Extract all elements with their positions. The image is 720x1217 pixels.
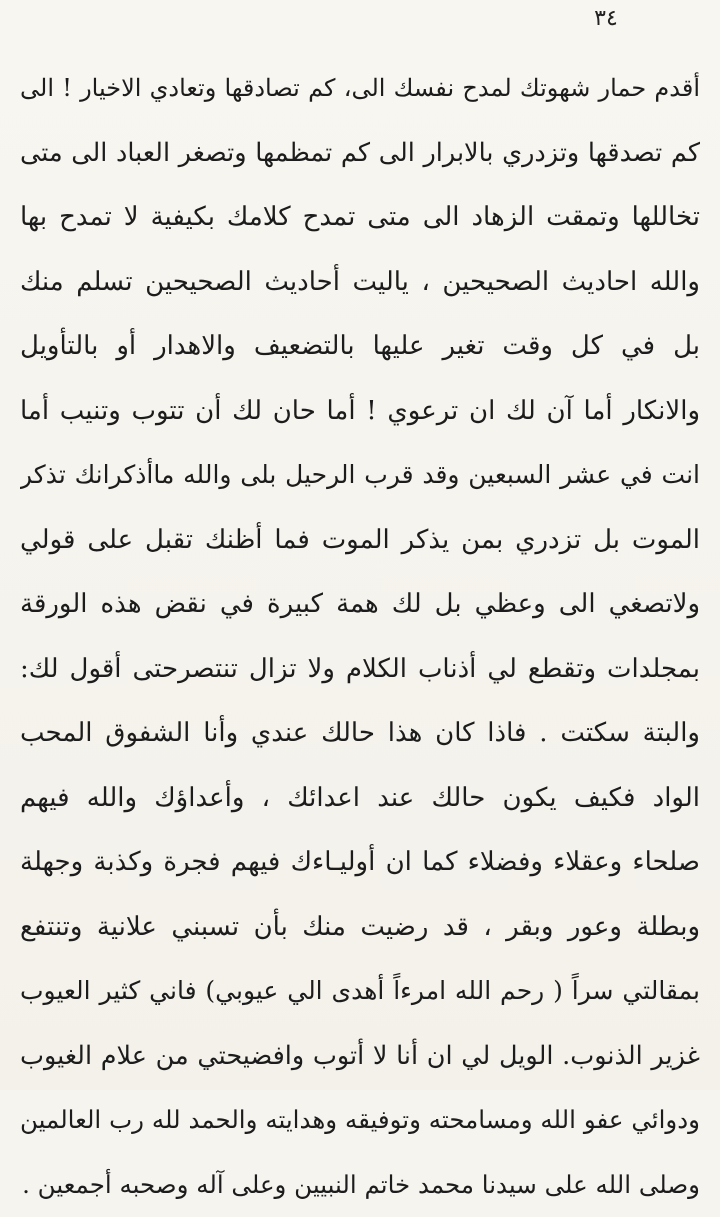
text-line: وصلى الله على سيدنا محمد خاتم النبيين وعلى آله وصحبه أجمعين . — [20, 1153, 700, 1217]
text-line: بل في كل وقت تغير عليها بالتضعيف والاهدار أو بالتأويل — [20, 314, 700, 379]
text-line: والبتة سكتت . فاذا كان هذا حالك عندي وأنا الشفوق المحب — [20, 701, 700, 766]
text-line: كم تصدقها وتزدري بالابرار الى كم تمظمها وتصغر العباد الى متى — [20, 121, 700, 186]
text-line: انت في عشر السبعين وقد قرب الرحيل بلى والله ماأذكرانك تذكر — [20, 443, 700, 508]
text-line: تخاللها وتمقت الزهاد الى متى تمدح كلامك بكيفية لا تمدح بها — [20, 185, 700, 250]
text-line: الموت بل تزدري بمن يذكر الموت فما أظنك تقبل على قولي — [20, 508, 700, 573]
text-line: غزير الذنوب. الويل لي ان أنا لا أتوب وافضيحتي من علام الغيوب — [20, 1024, 700, 1089]
text-line: بمقالتي سراً ( رحم الله امرءاً أهدى الي عيوبي) فاني كثير العيوب — [20, 959, 700, 1024]
text-line: والانكار أما آن لك ان ترعوي ! أما حان لك أن تتوب وتنيب أما — [20, 379, 700, 444]
text-line: والله احاديث الصحيحين ، ياليت أحاديث الصحيحين تسلم منك — [20, 250, 700, 315]
body-text — [20, 56, 700, 1217]
text-line: وبطلة وعور وبقر ، قد رضيت منك بأن تسبني علانية وتنتفع — [20, 895, 700, 960]
text-line: الواد فكيف يكون حالك عند اعدائك ، وأعداؤك والله فيهم — [20, 766, 700, 831]
text-line: ولاتصغي الى وعظي بل لك همة كبيرة في نقض هذه الورقة — [20, 572, 700, 637]
text-line: ودوائي عفو الله ومسامحته وتوفيقه وهدايته والحمد لله رب العالمين — [20, 1088, 700, 1153]
text-line: بمجلدات وتقطع لي أذناب الكلام ولا تزال تنتصرحتى أقول لك: — [20, 637, 700, 702]
page-number: ٣٤ — [586, 6, 626, 32]
text-line: أقدم حمار شهوتك لمدح نفسك الى، كم تصادقها وتعادي الاخيار ! الى — [20, 56, 700, 121]
text-line: صلحاء وعقلاء وفضلاء كما ان أوليـاءك فيهم فجرة وكذبة وجهلة — [20, 830, 700, 895]
